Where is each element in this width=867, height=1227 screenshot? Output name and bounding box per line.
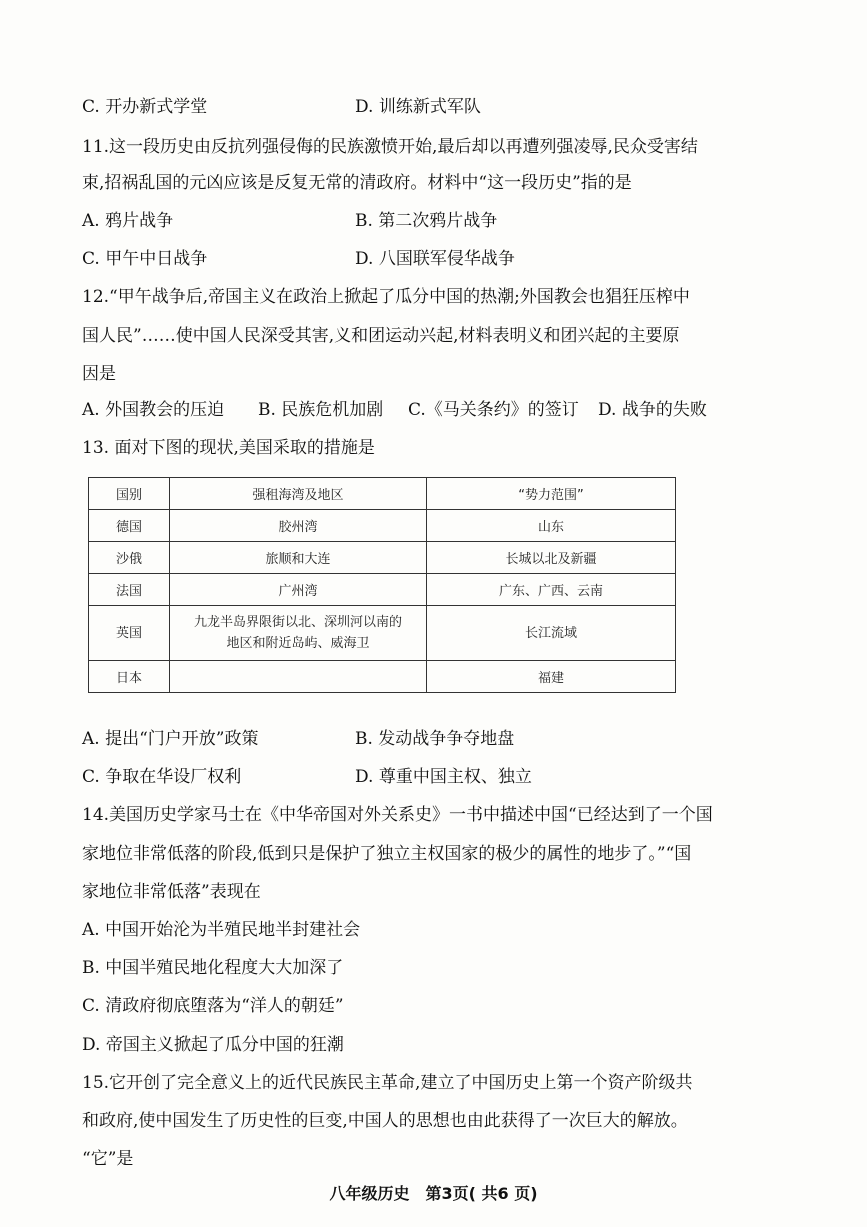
q13-option-c: C. 争取在华设厂权利: [82, 767, 242, 787]
q11-option-d: D. 八国联军侵华战争: [355, 249, 515, 269]
q15-stem-line2: 和政府,使中国发生了历史性的巨变,中国人的思想也由此获得了一次巨大的解放。: [82, 1111, 688, 1131]
q11-stem-line2: 束,招祸乱国的元凶应该是反复无常的清政府。材料中“这一段历史”指的是: [82, 173, 632, 193]
table-row: [89, 574, 676, 606]
table-cell: 长江流域: [427, 606, 676, 661]
table-row: [89, 661, 676, 693]
table-cell: 英国: [89, 606, 170, 661]
q15-stem-line3: “它”是: [82, 1149, 134, 1169]
q10-option-c: C. 开办新式学堂: [82, 97, 208, 117]
table-cell-line: 地区和附近岛屿、威海卫: [226, 636, 370, 651]
q14-stem-line3: 家地位非常低落”表现在: [82, 882, 261, 902]
q13-stem: 13. 面对下图的现状,美国采取的措施是: [82, 438, 375, 458]
table-cell: 广东、广西、云南: [427, 574, 676, 606]
q12-stem-line3: 因是: [82, 364, 116, 384]
q14-stem-line2: 家地位非常低落的阶段,低到只是保护了独立主权国家的极少的属性的地步了。”“国: [82, 844, 692, 864]
q10-option-d: D. 训练新式军队: [355, 97, 481, 117]
q14-option-d: D. 帝国主义掀起了瓜分中国的狂潮: [82, 1035, 344, 1055]
q12-option-a: A. 外国教会的压迫: [82, 400, 225, 420]
table-cell-multiline: [170, 606, 427, 661]
q12-option-c: C.《马关条约》的签订: [408, 400, 579, 420]
page-footer: 八年级历史 第3页( 共6 页): [329, 1184, 538, 1203]
table-cell: 广州湾: [170, 574, 427, 606]
table-cell: 法国: [89, 574, 170, 606]
q11-stem-line1: 11.这一段历史由反抗列强侵侮的民族激愤开始,最后却以再遭列强凌辱,民众受害结: [82, 137, 698, 157]
table-row: [89, 606, 676, 661]
q13-option-b: B. 发动战争争夺地盘: [355, 729, 515, 749]
table-header: “势力范围”: [427, 478, 676, 510]
table-cell: 山东: [427, 510, 676, 542]
q13-option-a: A. 提出“门户开放”政策: [82, 729, 259, 749]
q11-option-c: C. 甲午中日战争: [82, 249, 208, 269]
q12-option-d: D. 战争的失败: [598, 400, 707, 420]
table-row: [89, 510, 676, 542]
q11-option-b: B. 第二次鸦片战争: [355, 211, 498, 231]
table-header: 国别: [89, 478, 170, 510]
q13-option-d: D. 尊重中国主权、独立: [355, 767, 532, 787]
table-cell: [170, 661, 427, 693]
table-cell: 旅顺和大连: [170, 542, 427, 574]
table-cell: 胶州湾: [170, 510, 427, 542]
table-cell: 福建: [427, 661, 676, 693]
q12-option-b: B. 民族危机加剧: [258, 400, 384, 420]
spheres-of-influence-table: [88, 477, 676, 693]
q14-option-c: C. 清政府彻底堕落为“洋人的朝廷”: [82, 996, 344, 1016]
q14-stem-line1: 14.美国历史学家马士在《中华帝国对外关系史》一书中描述中国“已经达到了一个国: [82, 805, 713, 825]
q15-stem-line1: 15.它开创了完全意义上的近代民族民主革命,建立了中国历史上第一个资产阶级共: [82, 1073, 693, 1093]
table-cell: 沙俄: [89, 542, 170, 574]
q14-option-b: B. 中国半殖民地化程度大大加深了: [82, 958, 344, 978]
table-header: 强租海湾及地区: [170, 478, 427, 510]
table-cell-line: 九龙半岛界限街以北、深圳河以南的: [193, 615, 402, 630]
q14-option-a: A. 中国开始沦为半殖民地半封建社会: [82, 920, 361, 940]
table-cell: 长城以北及新疆: [427, 542, 676, 574]
table-cell: 日本: [89, 661, 170, 693]
q12-stem-line2: 国人民”……使中国人民深受其害,义和团运动兴起,材料表明义和团兴起的主要原: [82, 326, 680, 346]
q11-option-a: A. 鸦片战争: [82, 211, 174, 231]
table-header-row: [89, 478, 676, 510]
table-row: [89, 542, 676, 574]
q12-stem-line1: 12.“甲午战争后,帝国主义在政治上掀起了瓜分中国的热潮;外国教会也猖狂压榨中: [82, 287, 690, 307]
table-cell: 德国: [89, 510, 170, 542]
